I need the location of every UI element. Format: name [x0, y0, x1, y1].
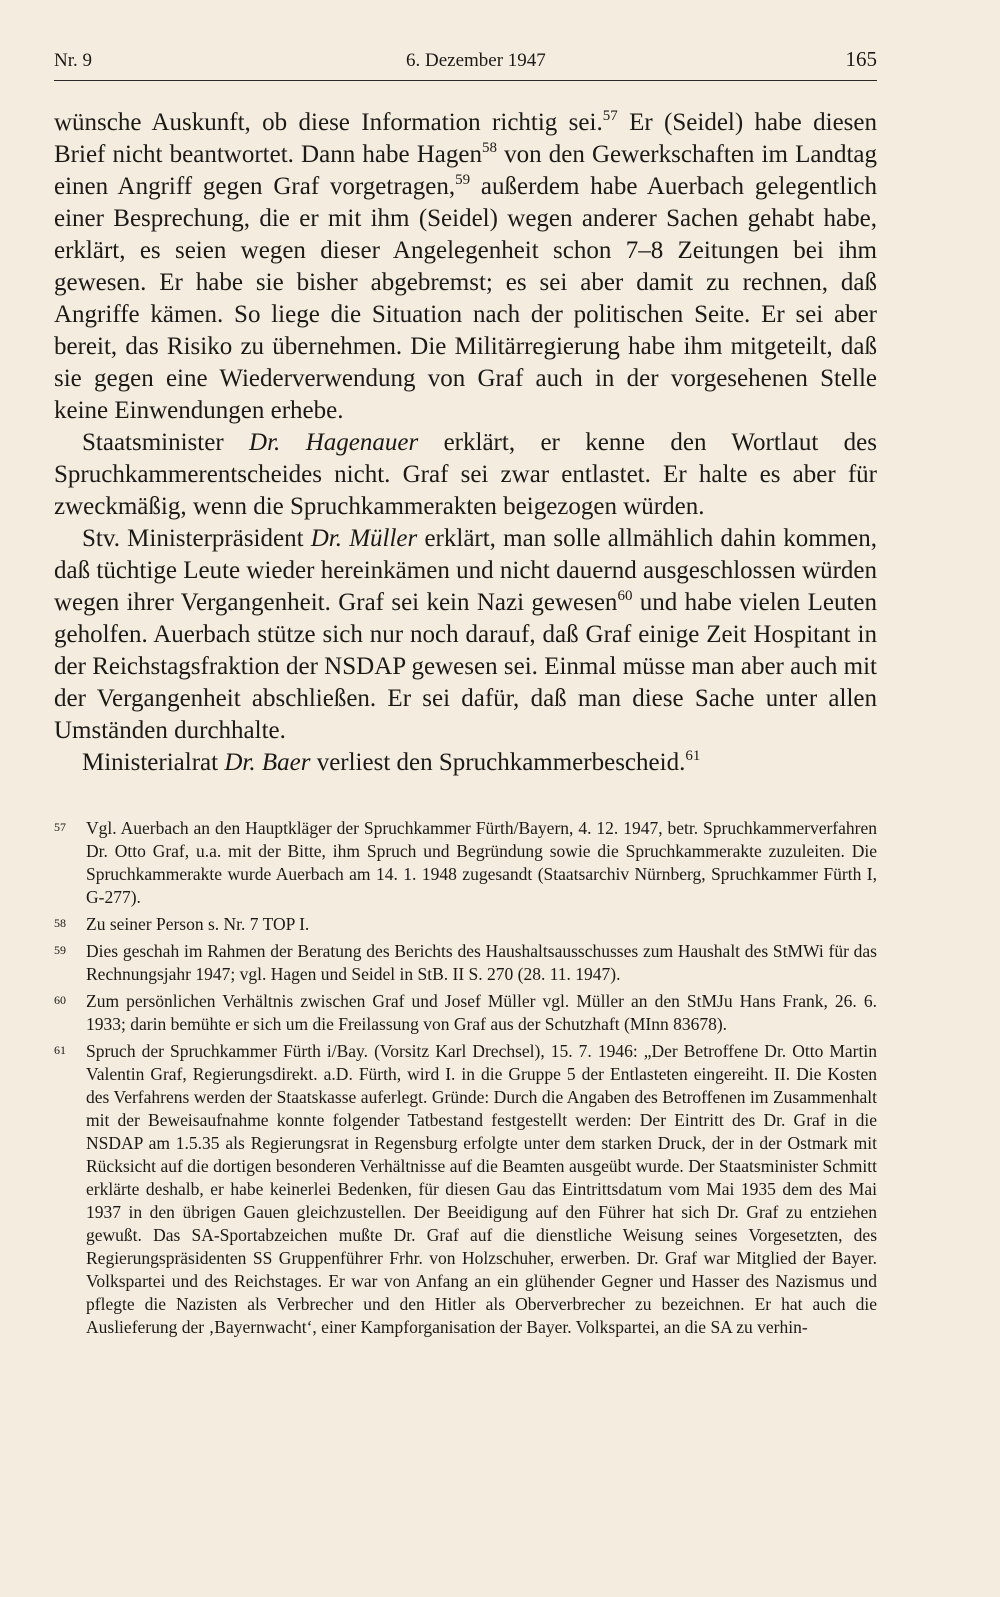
footnote-ref: 57 — [602, 108, 618, 124]
paragraph — [54, 747, 877, 779]
footnote — [54, 990, 877, 1036]
text-run: von den Gewerkschaften im Landtag einen Angriff gegen Graf vorgetragen, — [54, 141, 878, 200]
footnote — [54, 817, 877, 909]
text-run: außerdem habe Auerbach gelegentlich einer Besprechung, die er mit ihm (Seidel) wegen anderer Sachen gehabt habe, erklärt, es seien wegen dieser Angelegenheit schon 7–8 Zeitungen bei ihm gewesen. Er habe sie bisher abgebremst; es sei aber damit zu rechnen, daß Angriffe kämen. So liege die Situation nach der politischen Seite. Er sei aber bereit, das Risiko zu übernehmen. Die Militärregierung habe ihm mitgeteilt, daß sie gegen eine Wiederverwendung von Graf auch in der vorgesehenen Stelle keine Einwendungen erhebe. — [54, 173, 877, 424]
footnote — [54, 913, 877, 936]
speaker-name: Dr. Baer — [224, 749, 311, 776]
speaker-name: Dr. Hagenauer — [249, 429, 419, 456]
text-run: verliest den Spruchkammerbescheid. — [310, 749, 686, 776]
footnote-ref: 61 — [685, 748, 701, 764]
footnote-text: Vgl. Auerbach an den Hauptkläger der Spruchkammer Fürth/Bayern, 4. 12. 1947, betr. Spruchkammerverfahren Dr. Otto Graf, u.a. mit der Bitte, ihm Spruch und Begründung sowie die Spruchkammerakte zuzuleiten. Die Spruchkammerakte wurde Auerbach am 14. 1. 1948 zugesandt (Staatsarchiv Nürnberg, Spruchkammer Fürth I, G-277). — [86, 818, 877, 907]
footnotes — [54, 817, 877, 1343]
footnote-text: Spruch der Spruchkammer Fürth i/Bay. (Vorsitz Karl Drechsel), 15. 7. 1946: „Der Betroffene Dr. Otto Martin Valentin Graf, Regierungsdirekt. a.D. Fürth, wird I. in die Gruppe 5 der Entlasteten eingereiht. II. Die Kosten des Verfahrens werden der Staatskasse auferlegt. Gründe: Durch die Angaben des Betroffenen im Zusammenhalt mit der Beweisaufnahme konnte folgender Tatbestand festgestellt werden: Der Eintritt des Dr. Graf in die NSDAP am 1.5.35 als Regierungsrat in Regensburg erfolgte unter dem starken Druck, der in der Ostmark mit Rücksicht auf die dortigen besonderen Verhältnisse auf die Beamten ausgeübt wurde. Der Staatsminister Schmitt erklärte deshalb, er habe keinerlei Bedenken, für diesen Gau das Eintrittsdatum vom Mai 1935 dem des Mai 1937 in den übrigen Gauen gleichzustellen. Der Beeidigung auf den Führer hat sich Dr. Graf zu entziehen gewußt. Das SA-Sportabzeichen mußte Dr. Graf auf die dienstliche Weisung seines Vorgesetzten, des Regierungspräsidenten SS Gruppenführer Frhr. von Holzschuher, erwerben. Dr. Graf war Mitglied der Bayer. Volkspartei und des Reichstages. Er war von Anfang an ein glühender Gegner und Hasser des Nazismus und pflegte die Nazisten als Verbrecher und den Hitler als Oberverbrecher zu bezeichnen. Er hat auch die Auslieferung der ‚Bayernwacht‘, einer Kampforganisation der Bayer. Volkspartei, an die SA zu verhin- — [86, 1041, 877, 1337]
text-run: Staatsminister — [82, 429, 250, 456]
footnote-ref: 58 — [481, 140, 497, 156]
footnote — [54, 940, 877, 986]
header-date: 6. Dezember 1947 — [406, 50, 546, 71]
footnote-number: 57 — [54, 820, 66, 834]
speaker-name: Dr. Müller — [310, 525, 418, 552]
paragraph — [54, 427, 877, 523]
text-run: und habe vielen Leuten geholfen. Auerbach stütze sich nur noch darauf, daß Graf einige Zeit Hospitant in der Reichstagsfraktion der NSDAP gewesen sei. Einmal müsse man aber auch mit der Vergangenheit abschließen. Er sei dafür, daß man diese Sache unter allen Umständen durchhalte. — [54, 589, 877, 744]
footnote-text: Dies geschah im Rahmen der Beratung des Berichts des Haushaltsausschusses zum Haushalt des StMWi für das Rechnungsjahr 1947; vgl. Hagen und Seidel in StB. II S. 270 (28. 11. 1947). — [86, 941, 877, 984]
footnote-ref: 59 — [455, 172, 471, 188]
footnote-text: Zum persönlichen Verhältnis zwischen Graf und Josef Müller vgl. Müller an den StMJu Hans Frank, 26. 6. 1933; darin bemühte er sich um die Freilassung von Graf aus der Schutzhaft (MInn 83678). — [86, 991, 877, 1034]
text-run: erklärt, man solle allmählich dahin kommen, daß tüchtige Leute wieder hereinkämen und nicht dauernd ausgeschlossen würden wegen ihrer Vergangenheit. Graf sei kein Nazi gewesen — [54, 525, 877, 616]
page-header — [54, 44, 877, 81]
page-number: 165 — [845, 47, 877, 71]
footnote — [54, 1040, 877, 1339]
paragraph — [54, 107, 877, 427]
text-run: Er (Seidel) habe diesen Brief nicht beantwortet. Dann habe Hagen — [54, 109, 877, 168]
text-run: Ministerialrat — [82, 749, 225, 776]
text-run: erklärt, er kenne den Wortlaut des Spruchkammerentscheides nicht. Graf sei zwar entlastet. Er halte es aber für zweckmäßig, wenn die Spruchkammerakten beigezogen würden. — [54, 429, 877, 520]
paragraph — [54, 523, 877, 747]
footnote-ref: 60 — [617, 588, 633, 604]
main-text — [54, 107, 877, 779]
footnote-number: 59 — [54, 943, 66, 957]
text-run: wünsche Auskunft, ob diese Information richtig sei. — [54, 109, 603, 136]
footnote-number: 60 — [54, 993, 66, 1007]
footnote-text: Zu seiner Person s. Nr. 7 TOP I. — [86, 914, 310, 934]
issue-number: Nr. 9 — [54, 50, 92, 71]
footnote-number: 58 — [54, 916, 66, 930]
footnote-number: 61 — [54, 1043, 66, 1057]
text-run: Stv. Ministerpräsident — [82, 525, 311, 552]
